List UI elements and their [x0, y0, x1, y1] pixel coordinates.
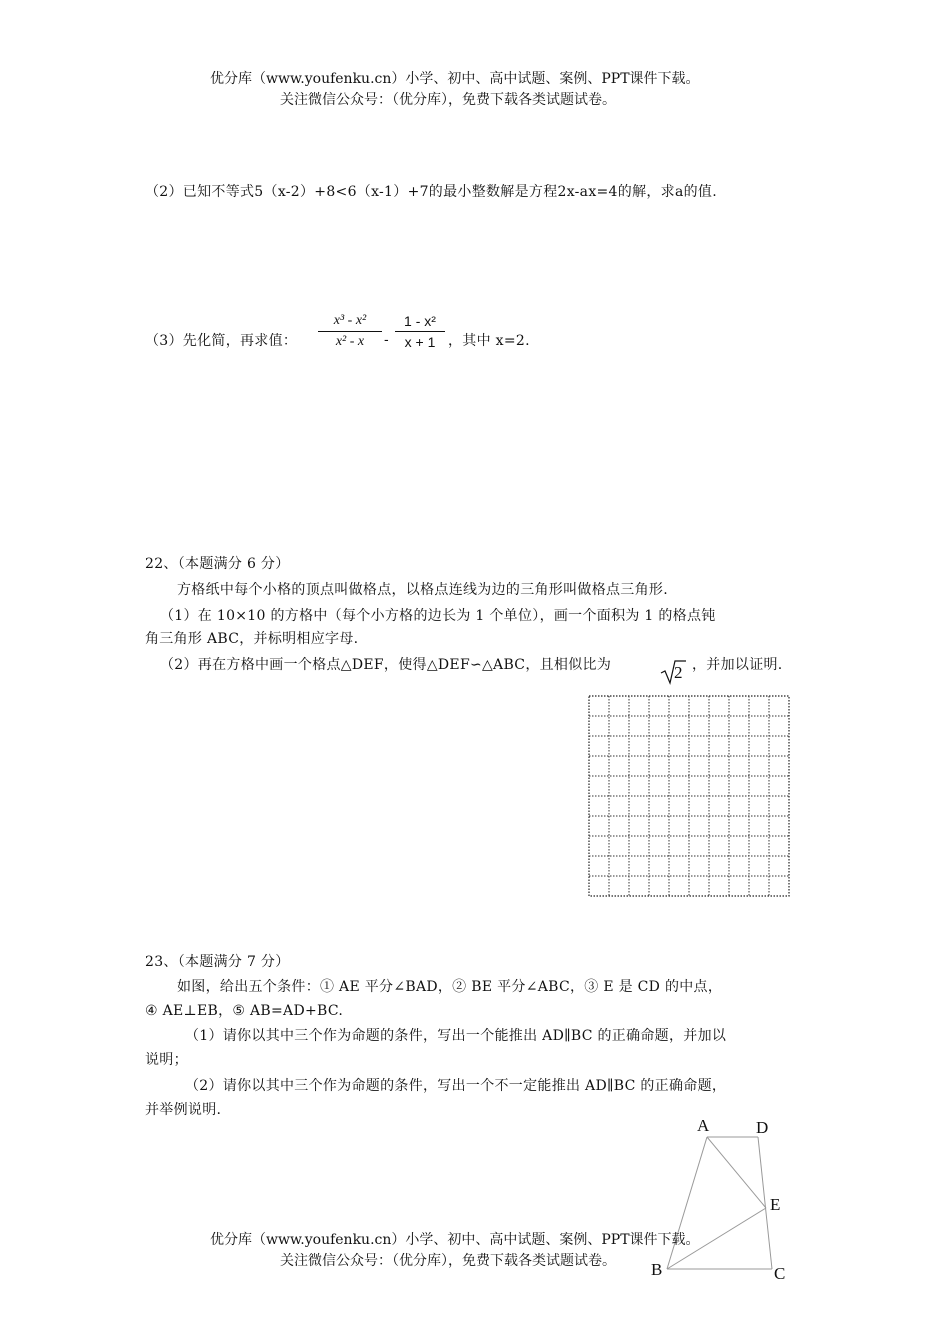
label-A: A: [697, 1116, 710, 1135]
fraction-1-bar: [318, 331, 382, 332]
q21-part3-prefix: （3）先化简，再求值：: [145, 333, 298, 349]
q21-part2-text: （2）已知不等式5（x-2）+8<6（x-1）+7的最小整数解是方程2x-ax=4的解，求a的值.: [145, 184, 717, 200]
q21-fraction-1: [318, 313, 382, 350]
footer-line-1: 优分库（www.youfenku.cn）小学、初中、高中试题、案例、PPT课件下载。: [210, 1232, 700, 1248]
q21-fraction-2: [395, 313, 445, 350]
q21-minus-sign: -: [384, 331, 389, 347]
fraction-2-numerator: 1 - x²: [404, 313, 436, 329]
q22-part2-suffix: ，并加以证明.: [692, 657, 783, 673]
fraction-2-bar: [395, 331, 445, 332]
q22-title: 22、（本题满分 6 分）: [145, 556, 290, 572]
sqrt-radicand: 2: [674, 663, 683, 682]
q23-conditions-line1: 如图，给出五个条件：① AE 平分∠BAD，② BE 平分∠ABC，③ E 是 CD 的中点，: [177, 979, 723, 995]
q23-conditions-line2: ④ AE⊥EB，⑤ AB=AD+BC.: [145, 1003, 344, 1019]
header-line-1: 优分库（www.youfenku.cn）小学、初中、高中试题、案例、PPT课件下载。: [210, 71, 700, 87]
fraction-1-denominator: x² - x: [335, 334, 365, 349]
label-C: C: [774, 1264, 786, 1283]
q22-part1-line1: （1）在 10×10 的方格中（每个小方格的边长为 1 个单位），画一个面积为 1 的格点钝: [160, 608, 716, 624]
grid-lines: [589, 696, 789, 896]
segment-AE: [707, 1137, 766, 1208]
q21-part3-suffix: ，其中 x=2.: [448, 333, 530, 349]
label-B: B: [651, 1260, 663, 1279]
q23-part2-line2: 并举例说明.: [145, 1102, 222, 1118]
label-D: D: [756, 1118, 769, 1137]
footer-line-2: 关注微信公众号：（优分库），免费下载各类试题试卷。: [280, 1253, 616, 1269]
fraction-2-denominator: x + 1: [404, 334, 436, 350]
q22-intro: 方格纸中每个小格的顶点叫做格点，以格点连线为边的三角形叫做格点三角形.: [177, 582, 668, 598]
segment-AB: [667, 1137, 707, 1269]
header-line-2: 关注微信公众号：（优分库），免费下载各类试题试卷。: [280, 92, 616, 108]
q23-part1-line1: （1）请你以其中三个作为命题的条件，写出一个能推出 AD∥BC 的正确命题，并加以: [185, 1028, 727, 1044]
label-E: E: [770, 1195, 781, 1214]
q23-part1-line2: 说明；: [145, 1052, 188, 1068]
q23-part2-line1: （2）请你以其中三个作为命题的条件，写出一个不一定能推出 AD∥BC 的正确命题，: [185, 1078, 727, 1094]
q23-title: 23、（本题满分 7 分）: [145, 954, 290, 970]
grid-paper[interactable]: [588, 695, 792, 899]
fraction-1-numerator: x³ - x²: [333, 313, 367, 328]
q22-part1-line2: 角三角形 ABC，并标明相应字母.: [145, 631, 359, 647]
q22-part2-prefix: （2）再在方格中画一个格点△DEF，使得△DEF∽△ABC，且相似比为: [160, 657, 612, 673]
